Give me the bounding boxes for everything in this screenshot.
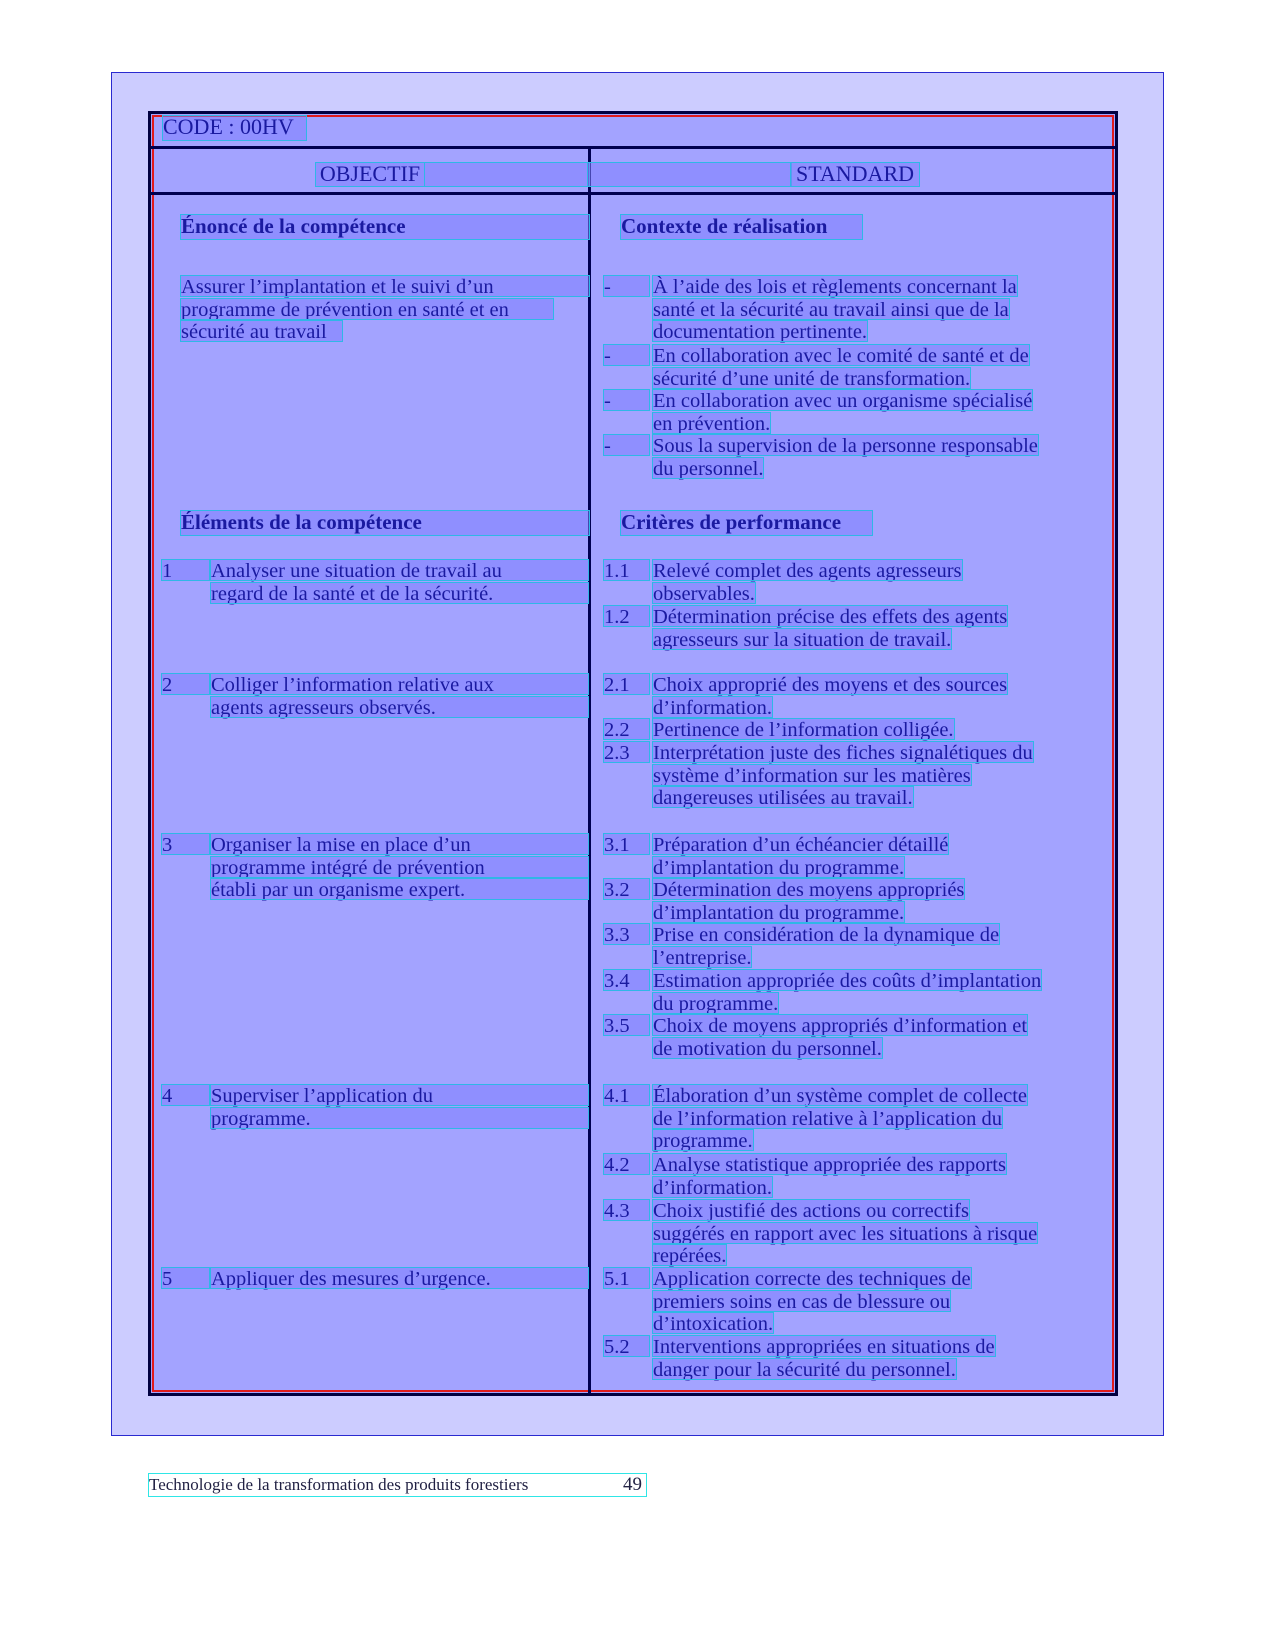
critere-line: Détermination des moyens appropriés [653,879,965,901]
critere-number: 2.3 [604,742,649,762]
critere-line: Détermination précise des effets des agents [653,606,1008,628]
critere-number: 1.2 [604,606,649,626]
critere-line: Application correcte des techniques de [653,1268,971,1290]
element-line: agents agresseurs observés. [211,697,588,717]
critere-line: Interprétation juste des fiches signalétiques du [653,742,1033,764]
contexte-line: sécurité d’une unité de transformation. [653,367,971,390]
critere-line: Interventions appropriées en situations de [653,1336,995,1358]
standard-header-fill [588,163,791,186]
objectif-header-fill [425,163,589,186]
critere-line: d’implantation du programme. [653,901,905,924]
critere-line: Estimation appropriée des coûts d’implantation [653,970,1042,992]
element-line: programme intégré de prévention [211,857,588,877]
element-number: 5 [162,1268,209,1288]
enonce-line: Assurer l’implantation et le suivi d’un [181,276,589,296]
critere-line: d’information. [653,696,772,719]
element-number: 2 [162,674,209,694]
criteres-title: Critères de performance [621,511,872,535]
page-number: 49 [623,1474,642,1495]
contexte-line: En collaboration avec un organisme spécialisé [653,390,1033,412]
critere-line: premiers soins en cas de blessure ou [653,1290,951,1313]
contexte-line: du personnel. [653,457,764,480]
critere-line: suggérés en rapport avec les situations à risque [653,1222,1038,1245]
enonce-line: sécurité au travail [181,321,342,341]
critere-number: 5.2 [604,1336,649,1356]
critere-line: Élaboration d’un système complet de collecte [653,1085,1027,1107]
code-label: CODE : 00HV [163,116,306,140]
critere-line: Choix justifié des actions ou correctifs [653,1200,969,1222]
column-divider [588,148,591,1394]
critere-number: 4.1 [604,1085,649,1105]
contexte-title: Contexte de réalisation [621,215,862,239]
critere-line: Préparation d’un échéancier détaillé [653,834,949,856]
critere-line: système d’information sur les matières [653,764,971,787]
footer-title: Technologie de la transformation des produits forestiers [149,1475,529,1494]
element-line: Colliger l’information relative aux [211,674,588,694]
objectif-header: OBJECTIF [316,163,424,186]
contexte-line: Sous la supervision de la personne responsable [653,435,1038,457]
critere-line: d’implantation du programme. [653,856,905,879]
critere-line: l’entreprise. [653,946,752,969]
critere-line: Relevé complet des agents agresseurs [653,560,962,582]
critere-number: 4.2 [604,1154,649,1174]
enonce-title: Énoncé de la compétence [181,215,589,239]
contexte-bullet: - [604,435,649,455]
element-line: Organiser la mise en place d’un [211,834,588,854]
critere-line: de l’information relative à l’application du [653,1107,1002,1130]
standard-header: STANDARD [791,163,919,186]
critere-line: observables. [653,582,755,605]
critere-number: 3.5 [604,1015,649,1035]
critere-number: 4.3 [604,1200,649,1220]
element-line: établi par un organisme expert. [211,879,588,899]
contexte-line: documentation pertinente. [653,321,868,344]
critere-number: 2.2 [604,719,649,739]
page-footer [149,1474,646,1496]
contexte-line: en prévention. [653,412,771,435]
critere-number: 3.4 [604,970,649,990]
element-line: regard de la santé et de la sécurité. [211,583,588,603]
contexte-line: santé et la sécurité au travail ainsi que de la [653,298,1009,321]
critere-line: dangereuses utilisées au travail. [653,787,913,810]
critere-line: danger pour la sécurité du personnel. [653,1358,956,1381]
element-number: 3 [162,834,209,854]
element-line: Analyser une situation de travail au [211,560,588,580]
contexte-bullet: - [604,345,649,365]
critere-line: repérées. [653,1245,727,1268]
critere-number: 2.1 [604,674,649,694]
critere-number: 3.3 [604,924,649,944]
critere-line: d’information. [653,1176,772,1199]
critere-number: 1.1 [604,560,649,580]
contexte-line: En collaboration avec le comité de santé et de [653,345,1029,367]
critere-line: du programme. [653,992,779,1015]
critere-line: Prise en considération de la dynamique de [653,924,1000,946]
critere-line: d’intoxication. [653,1313,774,1336]
critere-number: 5.1 [604,1268,649,1288]
elements-title: Éléments de la compétence [181,511,589,535]
critere-line: Pertinence de l’information colligée. [653,719,954,741]
element-number: 1 [162,560,209,580]
critere-line: Choix de moyens appropriés d’information et [653,1015,1028,1037]
column-header-divider [151,192,1115,195]
critere-line: programme. [653,1130,753,1153]
element-line: programme. [211,1108,588,1128]
enonce-line: programme de prévention en santé et en [181,299,553,319]
critere-number: 3.1 [604,834,649,854]
header-divider [151,146,1115,149]
critere-line: Choix approprié des moyens et des sources [653,674,1008,696]
element-number: 4 [162,1085,209,1105]
contexte-bullet: - [604,390,649,410]
critere-number: 3.2 [604,879,649,899]
contexte-line: À l’aide des lois et règlements concernant la [653,276,1017,298]
critere-line: agresseurs sur la situation de travail. [653,628,952,651]
element-line: Superviser l’application du [211,1085,588,1105]
contexte-bullet: - [604,276,649,296]
element-line: Appliquer des mesures d’urgence. [211,1268,588,1288]
critere-line: Analyse statistique appropriée des rapports [653,1154,1006,1176]
critere-line: de motivation du personnel. [653,1037,882,1060]
